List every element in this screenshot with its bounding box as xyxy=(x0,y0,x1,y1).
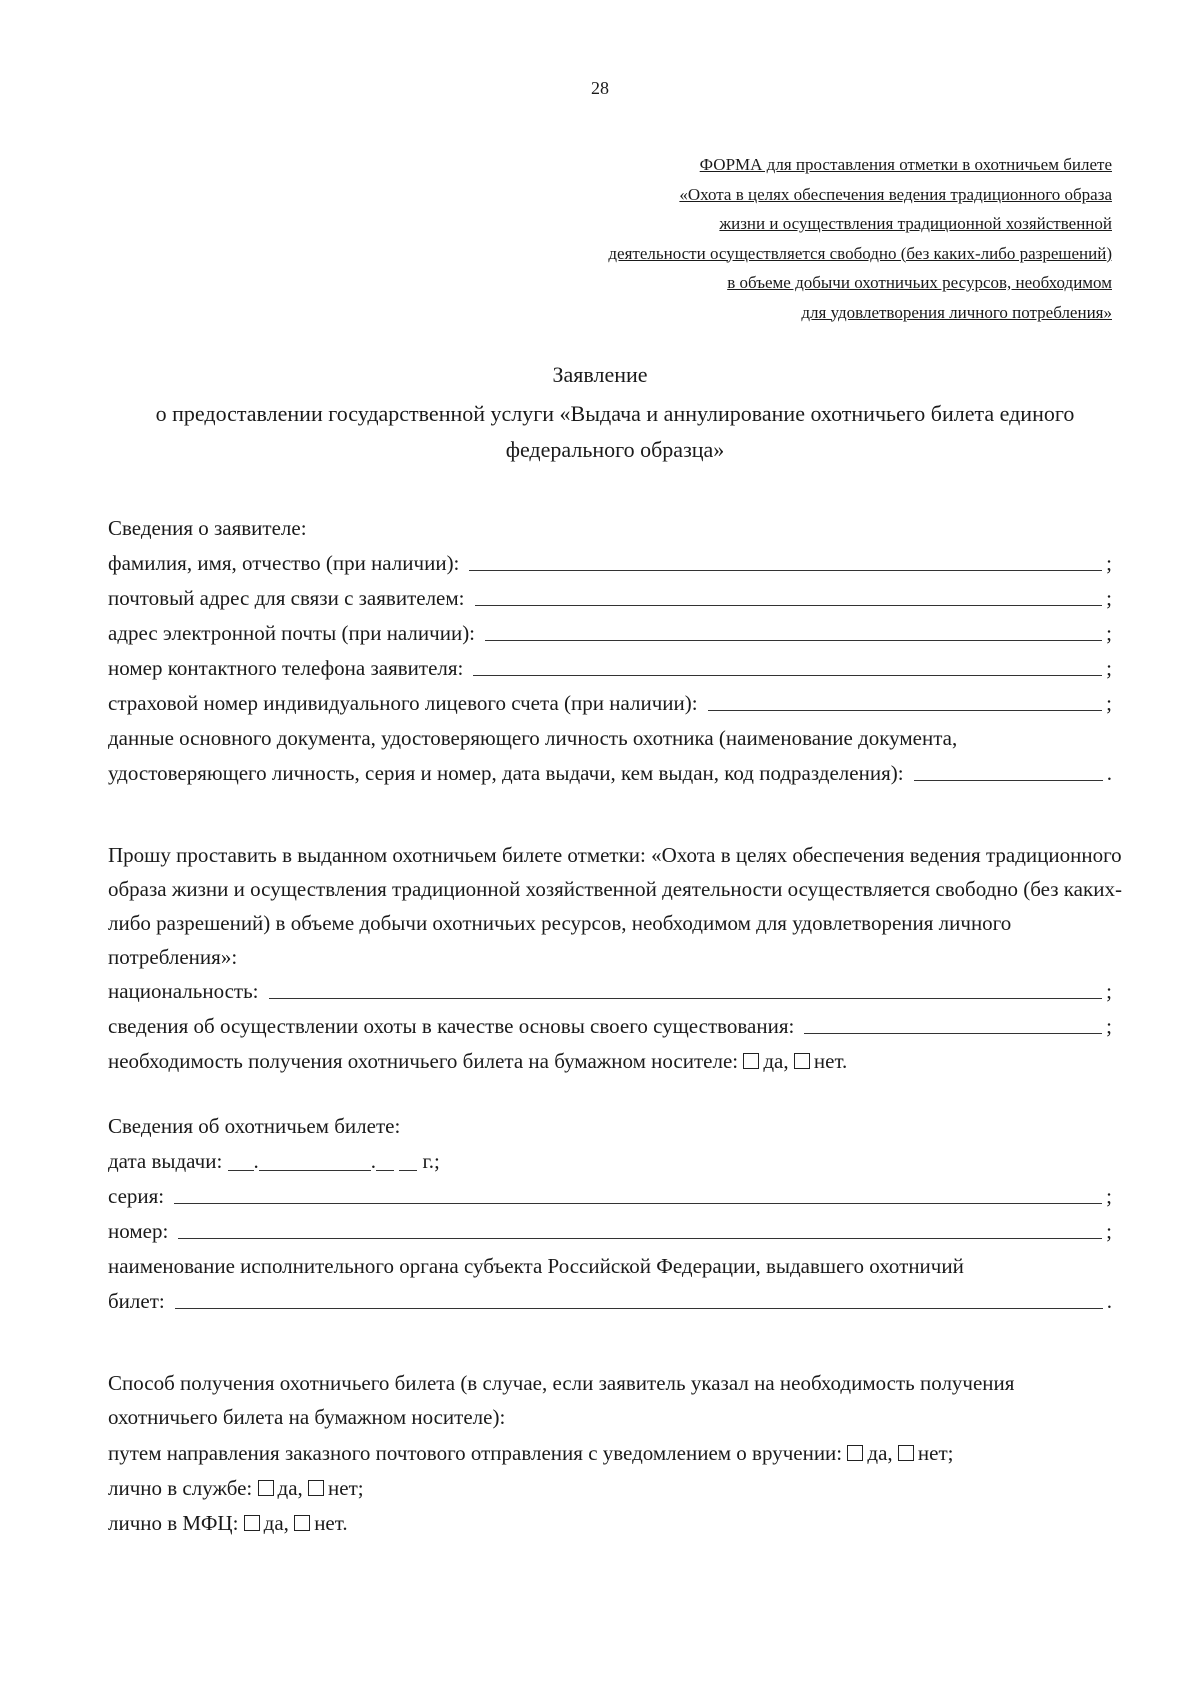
authority-field[interactable] xyxy=(175,1288,1103,1309)
authority-row-1 xyxy=(108,1249,1112,1283)
doc-row-1 xyxy=(108,721,1112,755)
authority-label-1: наименование исполнительного органа субъекта Российской Федерации, выдавшего охотничий xyxy=(108,1254,964,1278)
snils-label: страховой номер индивидуального лицевого счета (при наличии): xyxy=(108,691,698,715)
hunting-basis-row: сведения об осуществлении охоты в качестве основы своего существования: ; xyxy=(108,1009,1112,1043)
fio-field[interactable] xyxy=(469,550,1102,571)
form-header xyxy=(608,150,1112,327)
number-label: номер: xyxy=(108,1219,169,1243)
paper-no-checkbox[interactable] xyxy=(794,1053,810,1069)
email-row: адрес электронной почты (при наличии): ; xyxy=(108,616,1112,650)
address-label: почтовый адрес для связи с заявителем: xyxy=(108,586,465,610)
series-row: серия: ; xyxy=(108,1179,1112,1213)
issue-year-field-2[interactable] xyxy=(399,1152,417,1171)
mfc-yes-checkbox[interactable] xyxy=(244,1515,260,1531)
mail-yes-checkbox[interactable] xyxy=(847,1445,863,1461)
form-header-line: для удовлетворения личного потребления» xyxy=(801,302,1112,322)
mfc-no-checkbox[interactable] xyxy=(294,1515,310,1531)
paper-yes-checkbox[interactable] xyxy=(743,1053,759,1069)
form-header-line: ФОРМА для проставления отметки в охотничьем билете xyxy=(699,155,1112,174)
form-header-line: в объеме добычи охотничьих ресурсов, необходимом xyxy=(727,273,1112,292)
doc-label-2: удостоверяющего личность, серия и номер, дата выдачи, кем выдан, код подразделения): xyxy=(108,761,904,785)
number-field[interactable] xyxy=(178,1218,1102,1239)
phone-row: номер контактного телефона заявителя: ; xyxy=(108,651,1112,685)
email-label: адрес электронной почты (при наличии): xyxy=(108,621,476,645)
paper-need-row xyxy=(108,1044,1112,1078)
mail-label: путем направления заказного почтового отправления с уведомлением о вручении: xyxy=(108,1441,843,1465)
issue-date-label: дата выдачи: xyxy=(108,1149,223,1173)
issue-month-field[interactable] xyxy=(259,1152,371,1171)
series-label: серия: xyxy=(108,1184,165,1208)
authority-label-2: билет: xyxy=(108,1289,165,1313)
issue-date-row: дата выдачи: . . г.; xyxy=(108,1149,440,1173)
mail-no-checkbox[interactable] xyxy=(898,1445,914,1461)
address-row: почтовый адрес для связи с заявителем: ; xyxy=(108,581,1112,615)
hunting-basis-field[interactable] xyxy=(804,1013,1102,1034)
phone-field[interactable] xyxy=(473,655,1102,676)
page-number: 28 xyxy=(591,78,609,98)
document-subtitle: о предоставлении государственной услуги «Выдача и аннулирование охотничьего билета единого федерального образца» xyxy=(155,401,1075,462)
mfc-label: лично в МФЦ: xyxy=(108,1511,239,1535)
office-no-checkbox[interactable] xyxy=(308,1480,324,1496)
email-field[interactable] xyxy=(485,620,1102,641)
office-yes-checkbox[interactable] xyxy=(258,1480,274,1496)
doc-row-2: удостоверяющего личность, серия и номер, дата выдачи, кем выдан, код подразделения): . xyxy=(108,756,1112,790)
nationality-label: национальность: xyxy=(108,979,259,1003)
issue-day-field[interactable] xyxy=(228,1152,254,1171)
authority-row-2: билет: . xyxy=(108,1284,1112,1318)
number-row: номер: ; xyxy=(108,1214,1112,1248)
phone-label: номер контактного телефона заявителя: xyxy=(108,656,464,680)
series-field[interactable] xyxy=(174,1183,1102,1204)
document-title: Заявление xyxy=(552,362,648,387)
mail-row: путем направления заказного почтового отправления с уведомлением о вручении: да, нет; xyxy=(108,1441,954,1465)
paper-need-label: необходимость получения охотничьего билета на бумажном носителе: да, нет. xyxy=(108,1049,848,1073)
fio-row: фамилия, имя, отчество (при наличии): ; xyxy=(108,546,1112,580)
office-label: лично в службе: xyxy=(108,1476,253,1500)
method-text: Способ получения охотничьего билета (в случае, если заявитель указал на необходимость получения охотничьего билета на бумажном носителе): xyxy=(108,1371,1015,1429)
form-header-line: «Охота в целях обеспечения ведения традиционного образа xyxy=(679,184,1112,204)
nationality-field[interactable] xyxy=(269,978,1103,999)
fio-label: фамилия, имя, отчество (при наличии): xyxy=(108,551,460,575)
doc-label-1: данные основного документа, удостоверяющего личность охотника (наименование документа, xyxy=(108,726,958,750)
ticket-heading: Сведения об охотничьем билете: xyxy=(108,1114,401,1138)
address-field[interactable] xyxy=(475,585,1103,606)
doc-field[interactable] xyxy=(914,760,1103,781)
form-header-line: жизни и осуществления традиционной хозяйственной xyxy=(719,214,1112,233)
applicant-heading: Сведения о заявителе: xyxy=(108,516,307,540)
request-text: Прошу проставить в выданном охотничьем билете отметки: «Охота в целях обеспечения ведения традиционного образа жизни и осуществления традиционной хозяйственной деятельности осуществляется свободно (без каких-либо разрешений) в объеме добычи охотничьих ресурсов, необходимом для удовлетворения личного потребления»: xyxy=(108,843,1122,969)
hunting-basis-label: сведения об осуществлении охоты в качестве основы своего существования: xyxy=(108,1014,795,1038)
issue-year-field-1[interactable] xyxy=(376,1152,394,1171)
snils-row: страховой номер индивидуального лицевого счета (при наличии): ; xyxy=(108,686,1112,720)
form-header-line: деятельности осуществляется свободно (без каких-либо разрешений) xyxy=(608,243,1112,263)
nationality-row: национальность: ; xyxy=(108,974,1112,1008)
office-row: лично в службе: да, нет; xyxy=(108,1476,364,1500)
mfc-row: лично в МФЦ: да, нет. xyxy=(108,1511,348,1535)
snils-field[interactable] xyxy=(708,690,1103,711)
